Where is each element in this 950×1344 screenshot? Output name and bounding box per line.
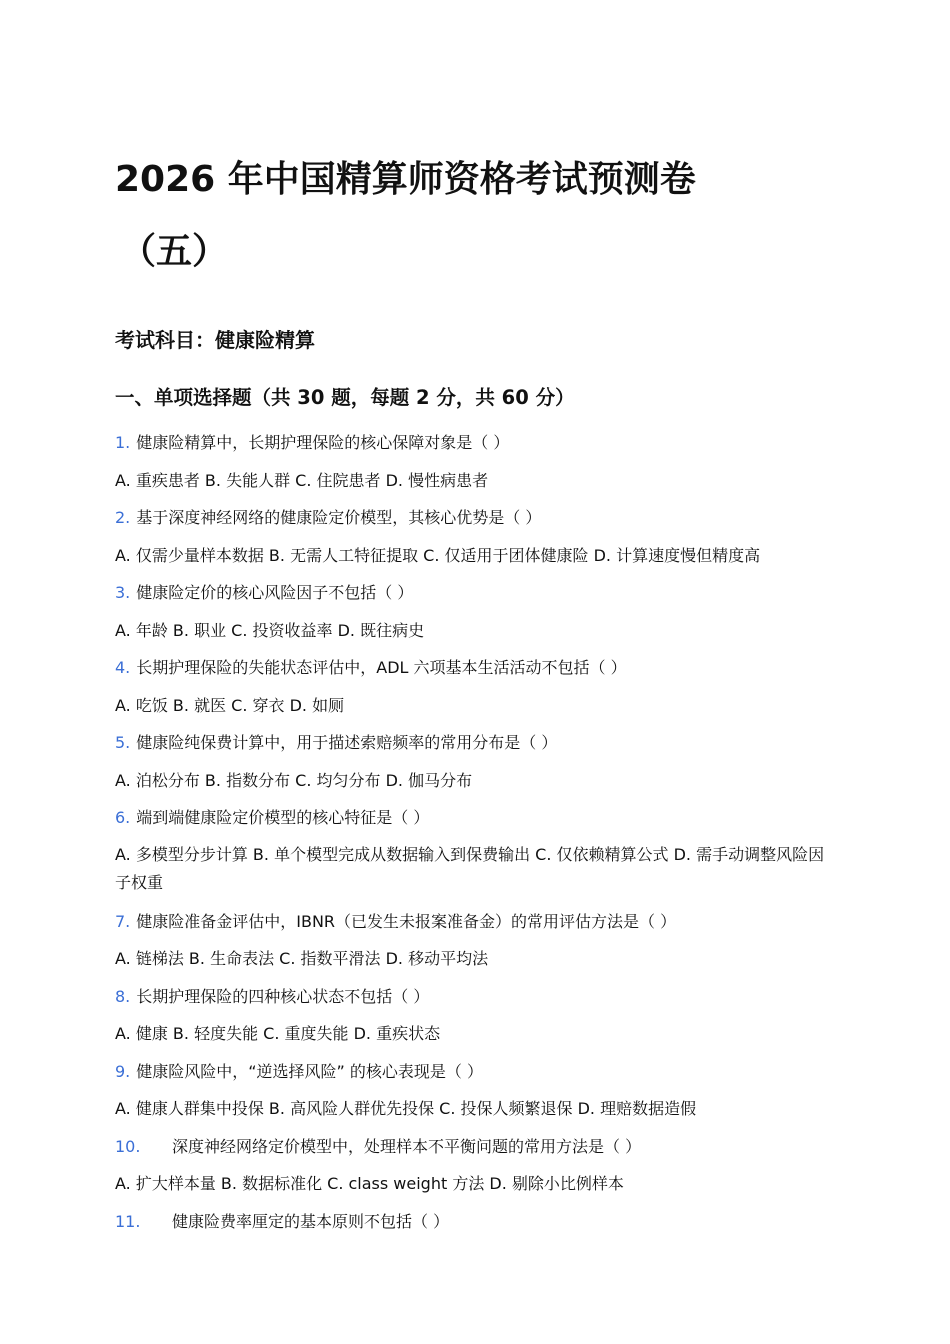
question-stem bbox=[115, 574, 835, 612]
question-text: 深度神经网络定价模型中，处理样本不平衡问题的常用方法是（ ） bbox=[172, 1136, 642, 1156]
question-number: 4. bbox=[115, 658, 131, 677]
question-number: 1. bbox=[115, 433, 131, 452]
question-number: 3. bbox=[115, 583, 131, 602]
exam-subject: 考试科目：健康险精算 bbox=[115, 328, 315, 352]
exam-title-line1: 2026 年中国精算师资格考试预测卷 bbox=[115, 159, 696, 200]
question-options: A. 吃饭 B. 就医 C. 穿衣 D. 如厕 bbox=[115, 695, 345, 715]
question-list bbox=[115, 424, 835, 1240]
question-stem bbox=[115, 1053, 835, 1091]
question-number: 5. bbox=[115, 733, 131, 752]
question-options: A. 泊松分布 B. 指数分布 C. 均匀分布 D. 伽马分布 bbox=[115, 770, 473, 790]
question-number: 9. bbox=[115, 1061, 131, 1081]
question-options: A. 链梯法 B. 生命表法 C. 指数平滑法 D. 移动平均法 bbox=[115, 949, 489, 968]
question-number: 11. bbox=[115, 1211, 141, 1231]
question-stem bbox=[115, 424, 835, 462]
question-stem bbox=[115, 1203, 835, 1241]
question-stem bbox=[115, 499, 835, 537]
question-text: 健康险定价的核心风险因子不包括（ ） bbox=[136, 583, 414, 602]
question-options: A. 扩大样本量 B. 数据标准化 C. class weight 方法 D. 剔除小比例样本 bbox=[115, 1174, 624, 1193]
question-text: 基于深度神经网络的健康险定价模型，其核心优势是（ ） bbox=[136, 508, 542, 527]
question-number: 7. bbox=[115, 911, 131, 931]
question-stem bbox=[115, 1128, 835, 1166]
question-text: 端到端健康险定价模型的核心特征是（ ） bbox=[136, 808, 430, 827]
question-stem bbox=[115, 724, 835, 762]
question-options: A. 仅需少量样本数据 B. 无需人工特征提取 C. 仅适用于团体健康险 D. 计算速度慢但精度高 bbox=[115, 545, 761, 565]
question-stem bbox=[115, 799, 835, 837]
question-number: 6. bbox=[115, 808, 131, 827]
question-text: 健康险纯保费计算中，用于描述索赔频率的常用分布是（ ） bbox=[136, 733, 558, 752]
question-text: 健康险风险中，“逆选择风险” 的核心表现是（ ） bbox=[136, 1061, 484, 1081]
exam-title-line2: （五） bbox=[120, 231, 229, 272]
question-options: A. 健康 B. 轻度失能 C. 重度失能 D. 重疾状态 bbox=[115, 1024, 441, 1043]
question-text: 长期护理保险的失能状态评估中，ADL 六项基本生活活动不包括（ ） bbox=[136, 658, 627, 677]
question-number: 10. bbox=[115, 1136, 141, 1156]
question-options: A. 年龄 B. 职业 C. 投资收益率 D. 既往病史 bbox=[115, 620, 425, 640]
question-options: A. 重疾患者 B. 失能人群 C. 住院患者 D. 慢性病患者 bbox=[115, 470, 489, 490]
question-options: A. 健康人群集中投保 B. 高风险人群优先投保 C. 投保人频繁退保 D. 理赔数据造假 bbox=[115, 1099, 697, 1118]
question-stem bbox=[115, 649, 835, 687]
question-options: A. 多模型分步计算 B. 单个模型完成从数据输入到保费输出 C. 仅依赖精算公式 D. 需手动调整风险因子权重 bbox=[115, 844, 825, 892]
question-stem bbox=[115, 903, 835, 941]
question-number: 2. bbox=[115, 508, 131, 527]
question-stem bbox=[115, 978, 835, 1016]
question-text: 健康险精算中，长期护理保险的核心保障对象是（ ） bbox=[136, 433, 510, 452]
section-heading: 一、单项选择题（共 30 题，每题 2 分，共 60 分） bbox=[115, 386, 575, 409]
question-text: 长期护理保险的四种核心状态不包括（ ） bbox=[136, 986, 430, 1006]
question-number: 8. bbox=[115, 986, 131, 1006]
question-text: 健康险准备金评估中，IBNR（已发生未报案准备金）的常用评估方法是（ ） bbox=[136, 911, 677, 931]
question-text: 健康险费率厘定的基本原则不包括（ ） bbox=[172, 1211, 450, 1231]
